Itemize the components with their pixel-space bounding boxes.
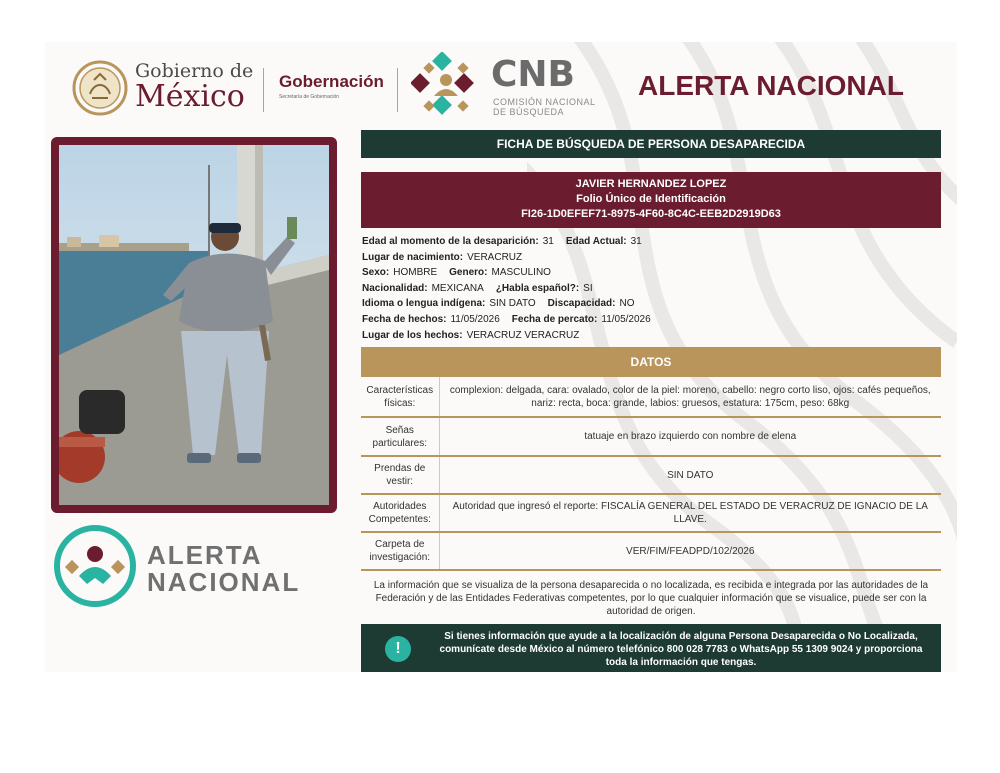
alerta-logo-line1: ALERTA (147, 540, 263, 570)
details-panel (361, 130, 941, 672)
divider (263, 68, 264, 112)
contact-info-bar (361, 624, 941, 672)
search-poster (45, 42, 957, 672)
contact-info-text: Si tienes información que ayude a la localización de alguna Persona Desaparecida o No Localizada, comunícate desde México al número telefónico 800 028 7783 o WhatsApp 55 1309 9024 y proporciona toda la información que tengas. (439, 631, 923, 669)
cnb-title: CNB (491, 54, 575, 95)
idioma-label: Idioma o lengua indígena: (362, 298, 486, 310)
row-value: VER/FIM/FEADPD/102/2026 (439, 532, 941, 570)
row-label: Características físicas: (361, 377, 439, 417)
fecha-hechos-value: 11/05/2026 (450, 313, 500, 325)
disclaimer-text: La información que se visualiza de la persona desaparecida o no localizada, es recibida e integrada por las autoridades de la Federación y de las Entidades Federativas competentes, por lo que cualquier información que se visualice, puede ser con la autoridad de origen. (373, 580, 929, 618)
person-header (361, 172, 941, 228)
person-photo (59, 145, 329, 505)
folio-value: FI26-1D0EFEF71-8975-4F60-8C4C-EEB2D2919D63 (521, 208, 781, 220)
genero-value: MASCULINO (491, 267, 551, 279)
header (45, 42, 957, 132)
gobierno-line1: Gobierno de (135, 60, 254, 82)
lugar-hechos-label: Lugar de los hechos: (362, 329, 463, 341)
cnb-sub-line2: DE BÚSQUEDA (493, 106, 565, 117)
edad-desaparicion-value: 31 (542, 236, 554, 247)
alerta-nacional-icon (53, 524, 137, 608)
gobierno-line2: México (135, 79, 245, 114)
datos-title: DATOS (361, 347, 941, 377)
lugar-hechos-value: VERACRUZ VERACRUZ (466, 329, 580, 341)
sexo-label: Sexo: (362, 267, 390, 279)
row-label: Prendas de vestir: (361, 456, 439, 494)
table-row (361, 532, 941, 570)
cnb-sub-line1: COMISIÓN NACIONAL (493, 97, 596, 107)
ficha-title: FICHA DE BÚSQUEDA DE PERSONA DESAPARECIDA (361, 130, 941, 158)
idioma-value: SIN DATO (489, 298, 536, 310)
edad-actual-label: Edad Actual: (565, 236, 627, 247)
alerta-logo-line2: NACIONAL (147, 567, 301, 598)
edad-desaparicion-label: Edad al momento de la desaparición: (362, 236, 539, 247)
mexico-seal-icon (72, 60, 128, 116)
person-name: JAVIER HERNANDEZ LOPEZ (575, 178, 727, 190)
habla-value: SI (583, 282, 593, 294)
row-value: Autoridad que ingresó el reporte: FISCALÍA GENERAL DEL ESTADO DE VERACRUZ DE IGNACIO DE LA LLAVE. (439, 494, 941, 532)
row-label: Autoridades Competentes: (361, 494, 439, 532)
exclamation-icon: ! (385, 636, 411, 662)
edad-actual-value: 31 (630, 236, 642, 247)
person-facts (361, 234, 941, 343)
row-label: Carpeta de investigación: (361, 532, 439, 570)
gobierno-de-mexico-logo (135, 62, 253, 112)
fecha-percato-value: 11/05/2026 (601, 313, 651, 325)
folio-label: Folio Único de Identificación (576, 193, 726, 205)
nacionalidad-label: Nacionalidad: (362, 282, 428, 294)
table-row (361, 417, 941, 456)
lugar-nacimiento-label: Lugar de nacimiento: (362, 251, 464, 263)
row-value: SIN DATO (439, 456, 941, 494)
alerta-nacional-logo-text (147, 542, 300, 597)
gobernacion-logo: Gobernación (279, 72, 384, 91)
lugar-nacimiento-value: VERACRUZ (467, 251, 523, 263)
sexo-value: HOMBRE (393, 267, 438, 279)
table-row (361, 377, 941, 417)
alerta-nacional-title: ALERTA NACIONAL (638, 70, 904, 101)
cnb-subtitle (493, 98, 596, 118)
gobernacion-sub: Secretaría de Gobernación (279, 94, 340, 100)
datos-table (361, 377, 941, 571)
row-label: Señas particulares: (361, 417, 439, 456)
row-value: complexion: delgada, cara: ovalado, color de la piel: moreno, cabello: negro corto liso, ojos: cafés pequeños, nariz: recta, boca: grande, labios: gruesos, estatura: 175cm, peso: 68kg (439, 377, 941, 417)
cnb-people-icon (411, 52, 481, 122)
genero-label: Genero: (449, 267, 488, 279)
fecha-hechos-label: Fecha de hechos: (362, 313, 447, 325)
person-photo-frame (51, 137, 337, 513)
divider (397, 68, 398, 112)
row-value: tatuaje en brazo izquierdo con nombre de elena (439, 417, 941, 456)
discapacidad-value: NO (619, 298, 635, 310)
fecha-percato-label: Fecha de percato: (511, 313, 598, 325)
table-row (361, 494, 941, 532)
discapacidad-label: Discapacidad: (547, 298, 616, 310)
table-row (361, 456, 941, 494)
habla-label: ¿Habla español?: (495, 282, 580, 294)
nacionalidad-value: MEXICANA (431, 282, 484, 294)
